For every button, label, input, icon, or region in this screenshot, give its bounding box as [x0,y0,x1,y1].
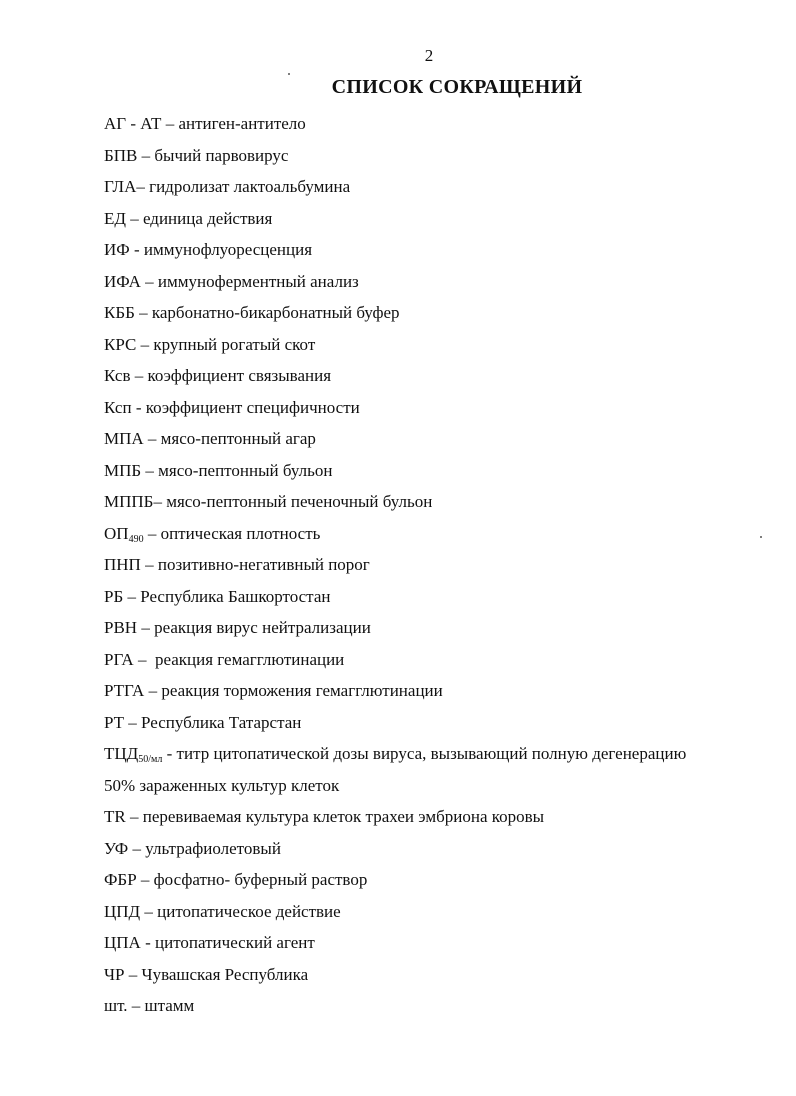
abbreviation-separator: - [162,744,177,763]
abbreviation-term: ЧР [104,964,125,984]
abbreviation-separator: – [127,996,145,1015]
abbreviation-entry [104,801,776,833]
abbreviation-entry [104,581,776,613]
abbreviation-term: РТ [104,712,125,732]
abbreviation-definition: реакция гемагглютинации [154,649,345,669]
abbreviation-term: БПВ [104,145,138,165]
abbreviation-list [104,108,776,1022]
abbreviation-separator: – [136,177,150,196]
abbreviation-separator: – [124,964,142,984]
abbreviation-separator: – [137,618,155,637]
abbreviation-definition: ультрафиолетовый [145,838,281,858]
abbreviation-term: ТЦД [104,744,139,763]
abbreviation-separator: – [140,555,158,574]
abbreviation-entry [104,896,776,928]
abbreviation-entry [104,833,776,865]
abbreviation-entry [104,266,776,298]
abbreviation-definition: титр цитопатической дозы вируса, вызывающий полную дегенерацию [176,744,687,763]
abbreviation-entry [104,864,776,896]
abbreviation-term: Ксп [104,397,132,417]
abbreviation-definition: перевиваемая культура клеток трахеи эмбриона коровы [142,807,545,826]
abbreviation-entry [104,707,776,739]
abbreviation-definition: иммуноферментный анализ [157,271,359,291]
page-title: СПИСОК СОКРАЩЕНИЙ [331,76,583,98]
abbreviation-separator: – [134,303,152,322]
abbreviation-separator: – [128,838,146,858]
abbreviation-separator: – [124,712,142,732]
abbreviation-term: ЕД [104,208,126,228]
abbreviation-separator: - [131,397,146,417]
abbreviation-term: ОП [104,523,129,543]
abbreviation-term: АГ - АТ [104,114,162,133]
abbreviation-separator: - [129,240,144,259]
abbreviation-separator: – [140,271,158,291]
abbreviation-definition: штамм [144,996,195,1015]
abbreviation-term: МППБ [104,492,154,511]
abbreviation-separator: – [133,649,155,669]
abbreviation-definition: коэффициент специфичности [145,397,360,417]
abbreviation-term: РВН [104,618,138,637]
abbreviation-separator: – [136,334,154,354]
abbreviation-entry [104,392,776,424]
abbreviation-definition: мясо-пептонный печеночный бульон [166,492,433,511]
abbreviation-definition: цитопатический агент [155,933,315,952]
abbreviation-definition: позитивно-негативный порог [157,555,370,574]
abbreviation-definition: 50% зараженных культур клеток [104,775,340,795]
abbreviation-entry [104,959,776,991]
abbreviation-entry [104,644,776,676]
abbreviation-definition: иммунофлуоресценция [143,240,313,259]
abbreviation-separator: – [143,429,161,448]
abbreviation-definition: мясо-пептонный агар [160,429,316,448]
abbreviation-entry [104,990,776,1022]
abbreviation-term: КРС [104,334,137,354]
abbreviation-entry [104,360,776,392]
abbreviation-entry [104,770,776,802]
abbreviation-definition: коэффициент связывания [147,366,332,385]
abbreviation-entry [104,612,776,644]
abbreviation-term: ПНП [104,555,141,574]
abbreviation-entry [104,234,776,266]
abbreviation-definition: бычий парвовирус [154,145,289,165]
abbreviation-definition: реакция вирус нейтрализации [154,618,371,637]
abbreviation-separator: – [161,114,179,133]
abbreviation-separator: – [130,366,148,385]
abbreviation-term: РБ [104,586,124,606]
abbreviation-subscript: 50/мл [138,754,163,765]
abbreviation-term: ИФ [104,240,130,259]
abbreviation-entry [104,518,776,550]
abbreviation-definition: реакция торможения гемагглютинации [161,681,443,700]
abbreviation-separator: – [141,460,159,480]
abbreviation-entry [104,108,776,140]
abbreviation-definition: мясо-пептонный бульон [158,460,333,480]
abbreviation-separator: – [123,586,141,606]
abbreviation-definition: оптическая плотность [160,523,321,543]
abbreviation-definition: фосфатно- буферный раствор [153,870,368,889]
abbreviation-separator: – [140,901,158,921]
abbreviation-term: КББ [104,303,135,322]
abbreviation-term: ИФА [104,271,141,291]
abbreviation-term: РГА [104,649,134,669]
abbreviation-entry [104,297,776,329]
abbreviation-entry [104,423,776,455]
abbreviation-separator: – [137,145,155,165]
abbreviation-definition: гидролизат лактоальбумина [149,177,351,196]
abbreviation-separator: – [143,523,161,543]
abbreviation-term: ЦПД [104,901,141,921]
abbreviation-term: шт. [104,996,128,1015]
abbreviation-definition: цитопатическое действие [157,901,341,921]
abbreviation-separator: – [125,807,143,826]
abbreviation-subscript: 490 [128,533,144,545]
abbreviation-term: УФ [104,838,129,858]
abbreviation-separator: – [144,681,162,700]
abbreviation-definition: крупный рогатый скот [153,334,316,354]
abbreviation-term: TR [104,807,126,826]
abbreviation-term: ЦПА [104,933,141,952]
abbreviation-separator: – [136,870,154,889]
abbreviation-entry [104,927,776,959]
abbreviation-entry [104,549,776,581]
abbreviation-entry [104,486,776,518]
abbreviation-entry [104,329,776,361]
abbreviation-definition: Республика Башкортостан [140,586,331,606]
abbreviation-separator: – [153,492,167,511]
abbreviation-term: ГЛА [104,177,137,196]
abbreviation-definition: единица действия [142,208,273,228]
abbreviation-definition: антиген-антитело [178,114,306,133]
abbreviation-definition: Республика Татарстан [141,712,302,732]
abbreviation-separator: – [125,208,143,228]
abbreviation-term: ФБР [104,870,137,889]
abbreviation-term: МПБ [104,460,142,480]
abbreviation-entry [104,675,776,707]
abbreviation-separator: - [140,933,156,952]
abbreviation-definition: карбонатно-бикарбонатный буфер [151,303,400,322]
abbreviation-term: Ксв [104,366,131,385]
abbreviation-term: МПА [104,429,144,448]
abbreviation-entry [104,738,776,770]
abbreviation-definition: Чувашская Республика [141,964,309,984]
abbreviation-term: РТГА [104,681,145,700]
page-number: 2 [424,46,434,65]
abbreviation-entry [104,203,776,235]
abbreviation-entry [104,455,776,487]
abbreviation-entry [104,140,776,172]
abbreviation-entry [104,171,776,203]
scan-speck [288,73,290,75]
